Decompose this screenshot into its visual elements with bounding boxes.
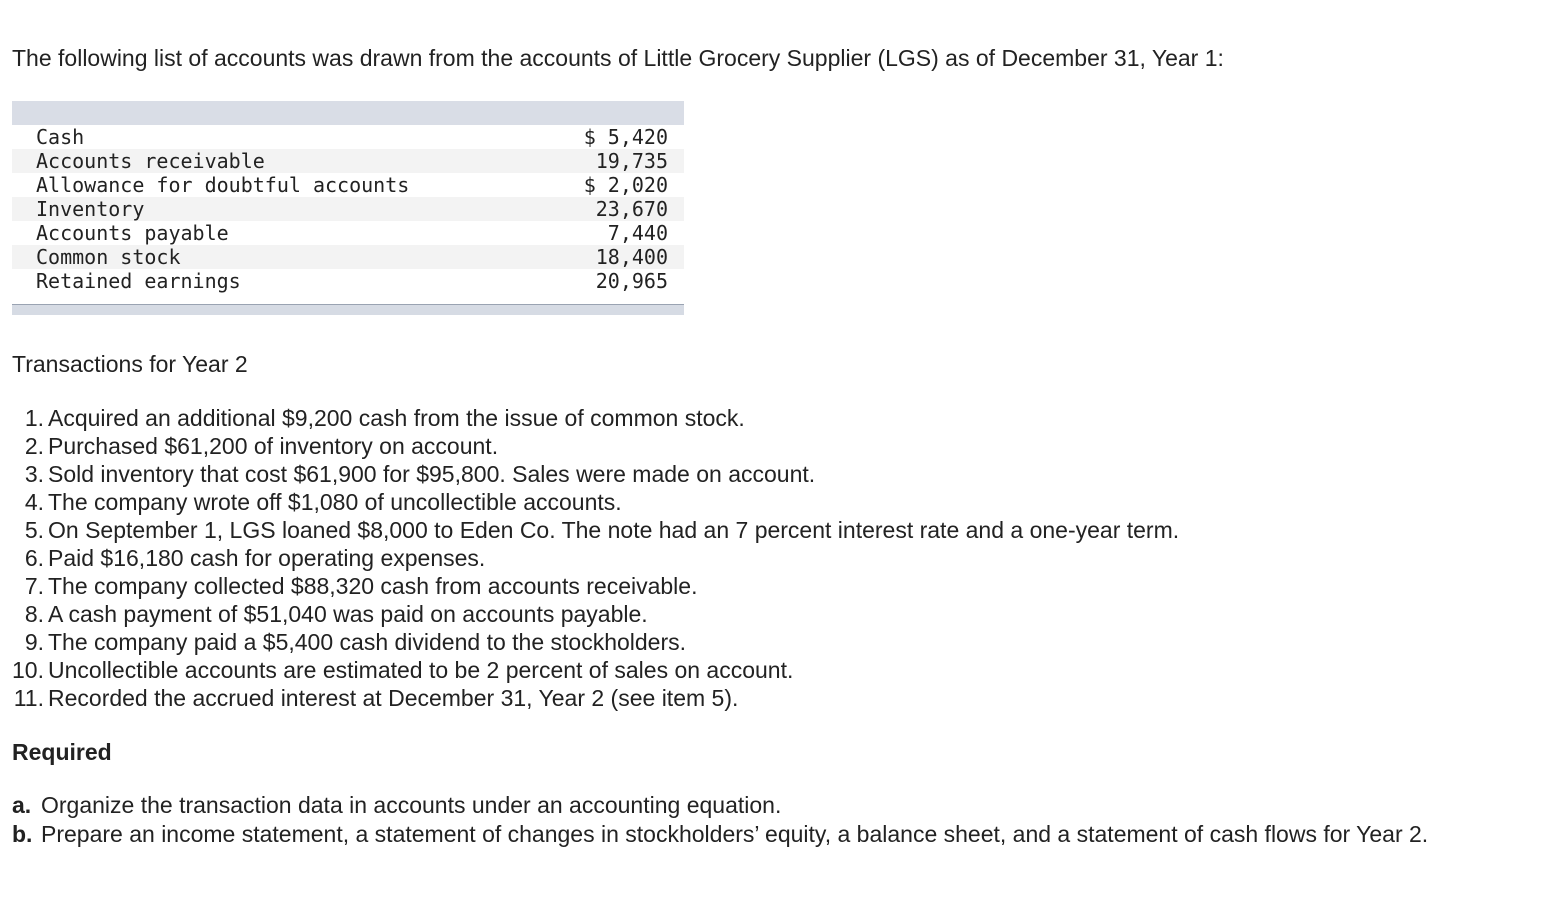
- account-amount: 23,670: [595, 197, 668, 221]
- account-amount: 7,440: [607, 221, 668, 245]
- item-number: 7.: [24, 573, 44, 599]
- account-row-inventory: [12, 197, 684, 221]
- item-number: 8.: [24, 601, 44, 627]
- account-row-common-stock: [12, 245, 684, 269]
- item-number: 10.: [12, 657, 44, 683]
- required-list: [12, 791, 1512, 849]
- account-name: Allowance for doubtful accounts: [36, 173, 410, 197]
- account-name: Inventory: [36, 197, 145, 221]
- table-header-bar: [12, 101, 684, 125]
- account-name: Cash: [36, 125, 85, 149]
- account-row-accounts-receivable: [12, 149, 684, 173]
- table-footer-bar: [12, 304, 684, 315]
- account-name: Retained earnings: [36, 269, 241, 293]
- accounts-table: [12, 101, 684, 314]
- item-number: 3.: [24, 461, 44, 487]
- account-name: Accounts receivable: [36, 149, 265, 173]
- item-text: The company wrote off $1,080 of uncollectible accounts.: [48, 489, 622, 515]
- item-text: The company paid a $5,400 cash dividend to the stockholders.: [48, 629, 687, 655]
- account-name: Accounts payable: [36, 221, 229, 245]
- item-number: 6.: [24, 545, 44, 571]
- account-row-retained-earnings: [12, 269, 684, 293]
- item-text: Recorded the accrued interest at December 31, Year 2 (see item 5).: [48, 685, 739, 711]
- item-text: A cash payment of $51,040 was paid on accounts payable.: [48, 601, 648, 627]
- intro-text: The following list of accounts was drawn from the accounts of Little Grocery Supplier (LGS) as of December 31, Year 1:: [12, 45, 1224, 71]
- item-number: 2.: [24, 433, 44, 459]
- account-amount: 20,965: [595, 269, 668, 293]
- required-letter: a.: [12, 792, 32, 818]
- item-number: 5.: [24, 517, 44, 543]
- item-number: 1.: [24, 405, 44, 431]
- account-name: Common stock: [36, 245, 181, 269]
- account-row-allowance: [12, 173, 684, 197]
- required-heading: Required: [12, 739, 112, 765]
- account-row-accounts-payable: [12, 221, 684, 245]
- item-text: On September 1, LGS loaned $8,000 to Eden Co. The note had an 7 percent interest rate and a one-year term.: [48, 517, 1180, 543]
- item-text: Purchased $61,200 of inventory on account.: [48, 433, 499, 459]
- transactions-title: Transactions for Year 2: [12, 351, 248, 377]
- item-number: 9.: [24, 629, 44, 655]
- required-item-a: [12, 791, 1512, 820]
- required-text: Prepare an income statement, a statement of changes in stockholders’ equity, a balance sheet, and a statement of cash flows for Year 2.: [41, 821, 1429, 847]
- account-amount: $ 5,420: [583, 125, 668, 149]
- item-number: 4.: [24, 489, 44, 515]
- item-text: Paid $16,180 cash for operating expenses.: [48, 545, 486, 571]
- account-amount: 18,400: [595, 245, 668, 269]
- item-text: Uncollectible accounts are estimated to be 2 percent of sales on account.: [48, 657, 794, 683]
- account-row-cash: [12, 125, 684, 149]
- item-text: The company collected $88,320 cash from accounts receivable.: [48, 573, 698, 599]
- account-amount: $ 2,020: [583, 173, 668, 197]
- item-text: Acquired an additional $9,200 cash from the issue of common stock.: [48, 405, 745, 431]
- accounts-rows: [12, 125, 684, 293]
- required-letter: b.: [12, 821, 33, 847]
- item-text: Sold inventory that cost $61,900 for $95,800. Sales were made on account.: [48, 461, 816, 487]
- account-amount: 19,735: [595, 149, 668, 173]
- item-number: 11.: [13, 685, 44, 711]
- required-text: Organize the transaction data in accounts under an accounting equation.: [41, 792, 782, 818]
- required-item-b: [12, 820, 1512, 849]
